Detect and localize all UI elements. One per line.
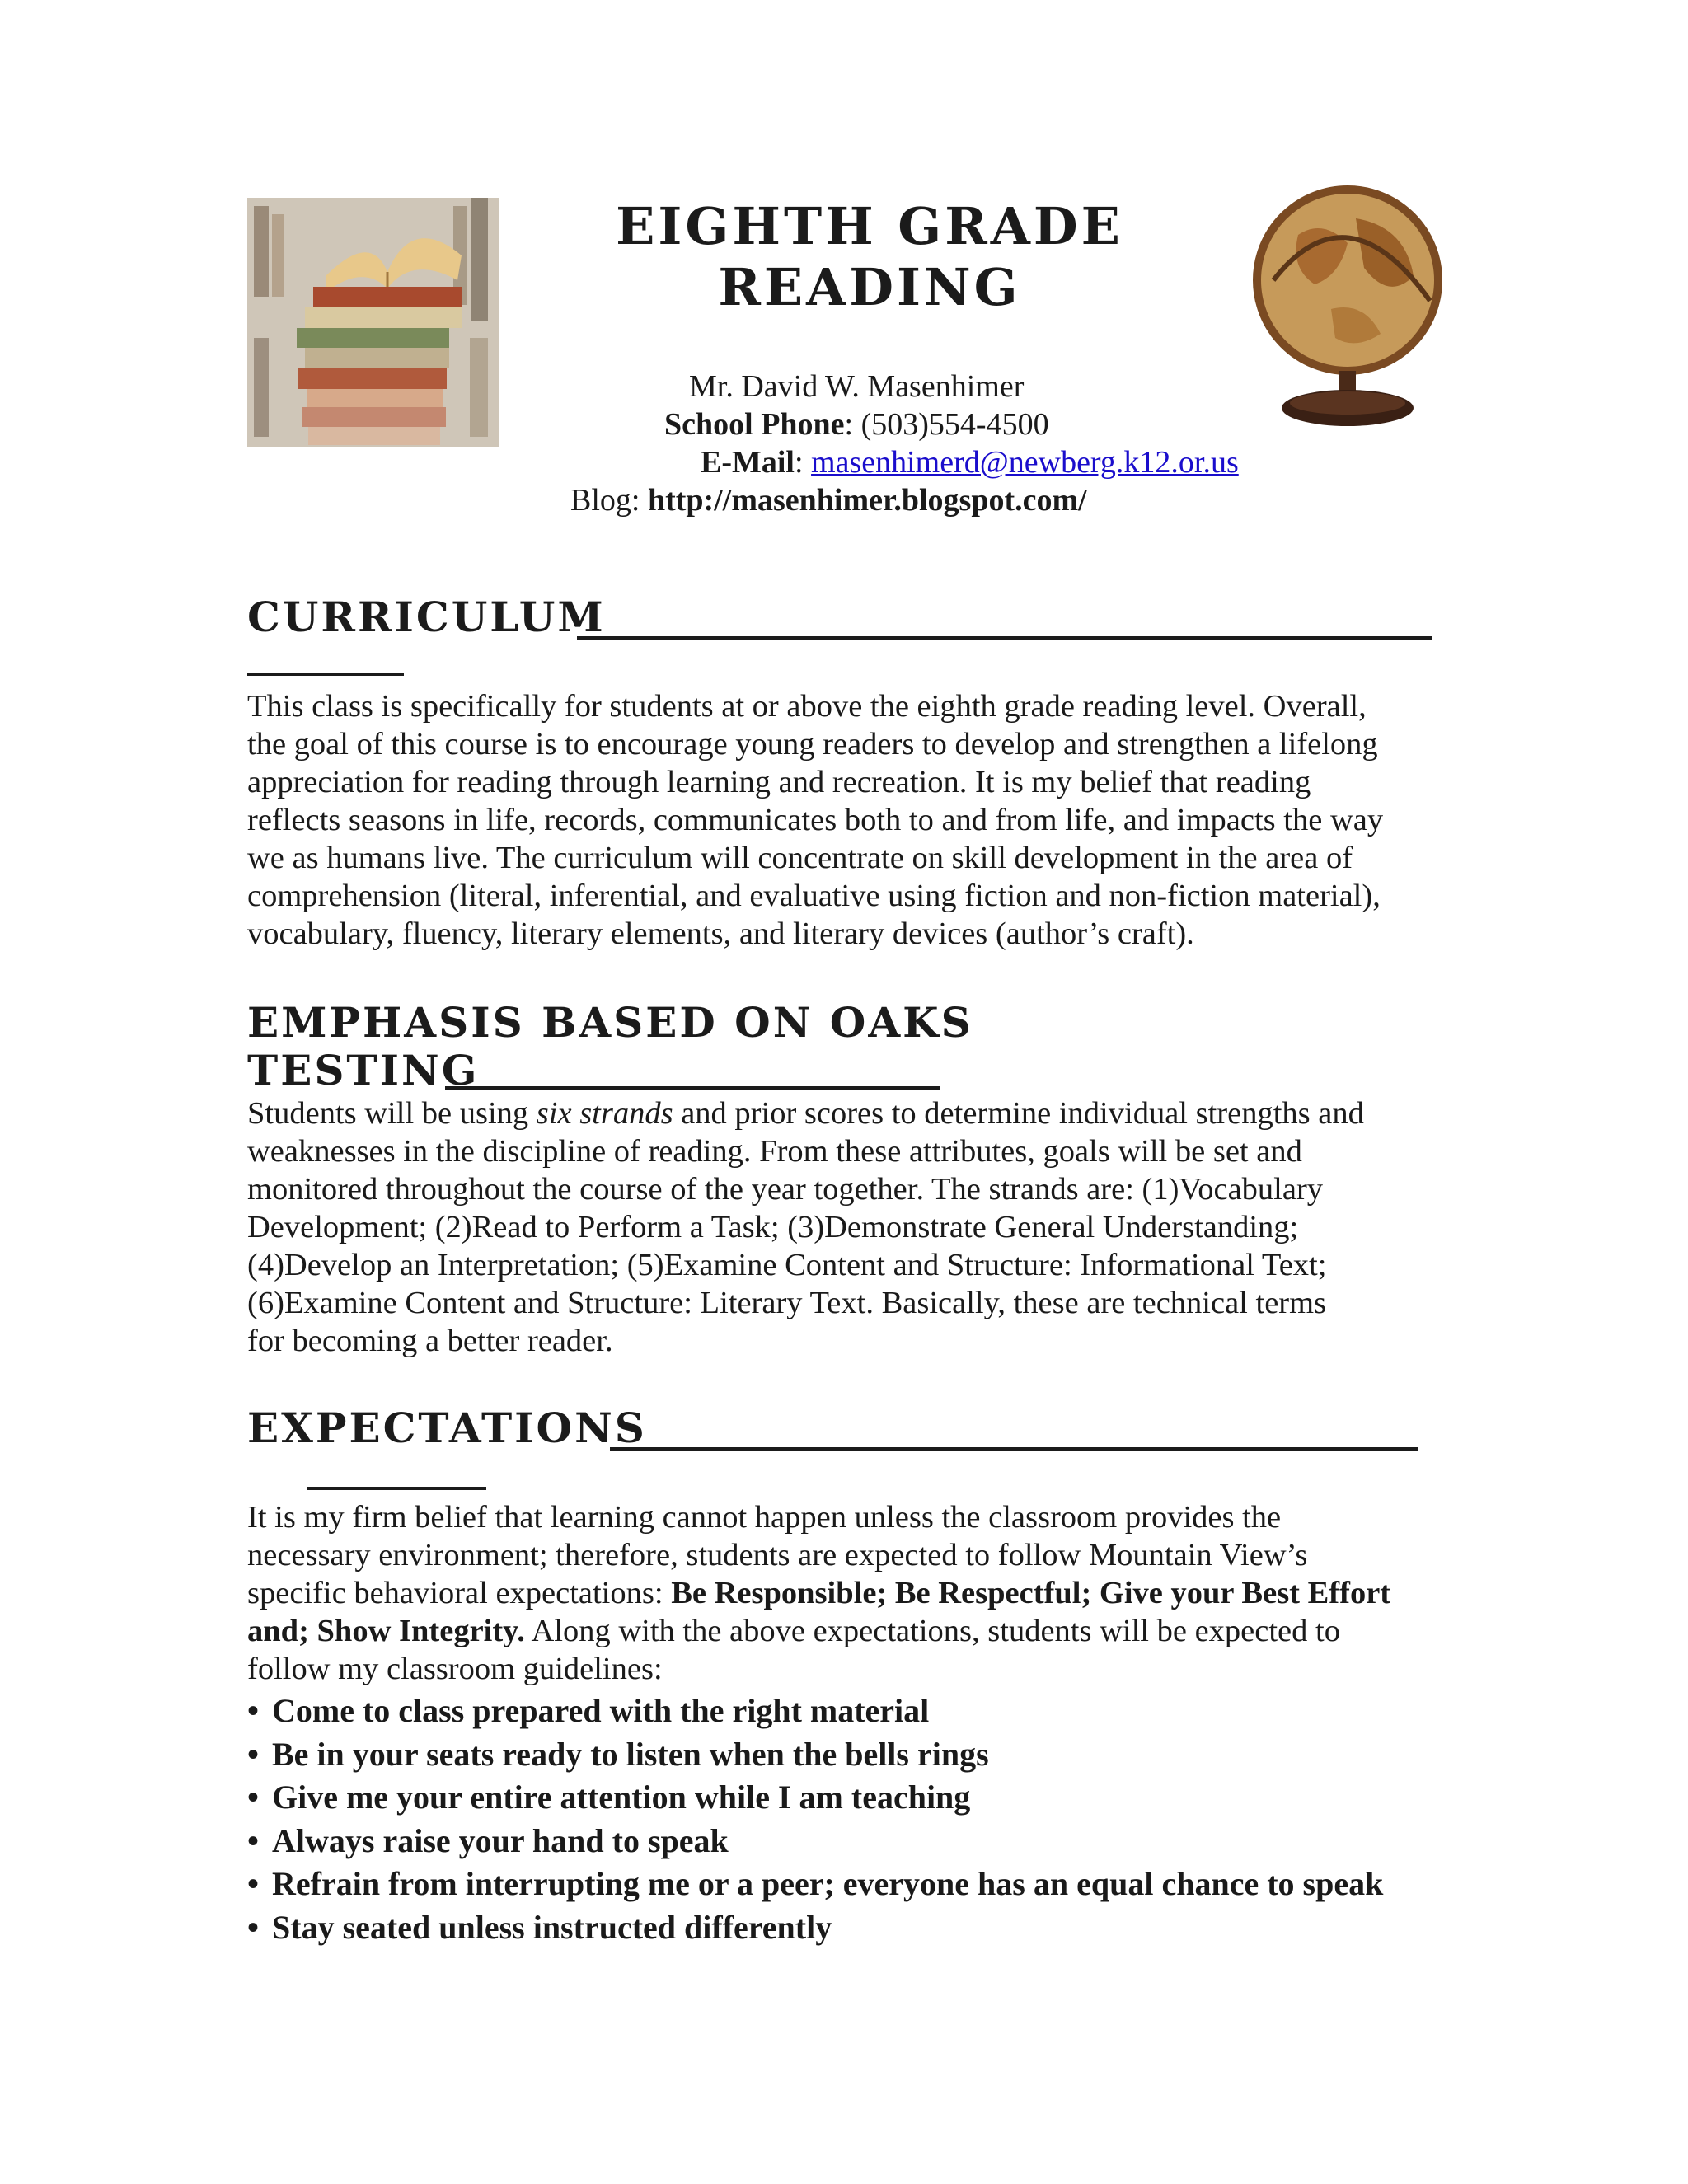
curriculum-heading-rule [577, 636, 1432, 640]
bullet-icon: • [247, 1735, 260, 1773]
curriculum-line: the goal of this course is to encourage young readers to develop and strengthen a lifelong [247, 727, 1378, 762]
emphasis-line: for becoming a better reader. [247, 1324, 613, 1358]
expectations-line [247, 1612, 1451, 1650]
bullet-icon: • [247, 1779, 260, 1816]
emphasis-line-1-pre: Students will be using [247, 1096, 537, 1131]
list-item [247, 1776, 1383, 1820]
emphasis-paragraph [247, 1094, 1451, 1360]
list-item-text: Refrain from interrupting me or a peer; everyone has an equal chance to speak [272, 1865, 1384, 1902]
phone-value: : (503)554-4500 [844, 407, 1049, 442]
title-line-1: EIGHTH GRADE [616, 196, 1123, 256]
expectations-line: follow my classroom guidelines: [247, 1652, 663, 1686]
curriculum-line: we as humans live. The curriculum will concentrate on skill development in the area of [247, 841, 1353, 875]
blog-line [570, 481, 1087, 519]
emphasis-line: Development; (2)Read to Perform a Task; (3)Demonstrate General Understanding; [247, 1210, 1299, 1244]
emphasis-heading-line-2: TESTING [247, 1046, 480, 1094]
list-item [247, 1906, 1383, 1950]
emphasis-line [247, 1094, 1451, 1132]
curriculum-line: vocabulary, fluency, literary elements, and literary devices (author’s craft). [247, 916, 1194, 951]
bullet-icon: • [247, 1908, 260, 1946]
six-strands-text: six strands [536, 1096, 673, 1131]
list-item [247, 1690, 1383, 1733]
email-line [701, 443, 1239, 481]
emphasis-heading-line-1: EMPHASIS BASED ON OAKS [247, 998, 973, 1047]
curriculum-heading-rule-continued [247, 673, 404, 676]
list-item-text: Always raise your hand to speak [272, 1821, 729, 1859]
emphasis-line-1-post: and prior scores to determine individual strengths and [673, 1096, 1364, 1131]
curriculum-line: This class is specifically for students at or above the eighth grade reading level. Overall, [247, 689, 1367, 724]
globe-image [1240, 169, 1447, 441]
list-item-text: Stay seated unless instructed differently [272, 1908, 832, 1946]
blog-label: Blog: [570, 483, 648, 518]
list-item-text: Be in your seats ready to listen when the bells rings [272, 1735, 989, 1773]
expectations-heading: EXPECTATIONS [247, 1404, 647, 1452]
expectations-line [247, 1574, 1451, 1612]
emphasis-heading-rule [445, 1086, 940, 1090]
expectations-line: necessary environment; therefore, students are expected to follow Mountain View’s [247, 1538, 1308, 1572]
title-line-2: READING [718, 257, 1021, 317]
behavioral-expectations-bold: Be Responsible; Be Respectful; Give your Best Effort [671, 1576, 1391, 1610]
school-phone [664, 405, 1049, 443]
list-item [247, 1733, 1383, 1777]
expectations-line: It is my firm belief that learning cannot happen unless the classroom provides the [247, 1500, 1282, 1535]
emphasis-line: (4)Develop an Interpretation; (5)Examine Content and Structure: Informational Text; [247, 1248, 1327, 1282]
emphasis-line: weaknesses in the discipline of reading. From these attributes, goals will be set and [247, 1134, 1302, 1169]
curriculum-line: appreciation for reading through learning and recreation. It is my belief that reading [247, 765, 1311, 799]
page-title [528, 196, 1212, 318]
curriculum-line: reflects seasons in life, records, communicates both to and from life, and impacts the way [247, 803, 1384, 837]
email-separator: : [794, 445, 812, 480]
email-link[interactable]: masenhimerd@newberg.k12.or.us [811, 445, 1239, 480]
books-stack-image [247, 198, 499, 447]
curriculum-line: comprehension (literal, inferential, and evaluative using fiction and non-fiction material), [247, 879, 1381, 913]
phone-label: School Phone [664, 407, 845, 442]
bullet-icon: • [247, 1865, 260, 1902]
blog-link[interactable]: http://masenhimer.blogspot.com/ [647, 483, 1087, 518]
expectations-heading-rule-continued [307, 1487, 486, 1490]
bullet-icon: • [247, 1692, 260, 1729]
curriculum-paragraph [247, 687, 1451, 953]
emphasis-line: (6)Examine Content and Structure: Literary Text. Basically, these are technical terms [247, 1286, 1327, 1320]
list-item-text: Give me your entire attention while I am teaching [272, 1779, 971, 1816]
bullet-icon: • [247, 1821, 260, 1859]
expectations-line-4-post: Along with the above expectations, students will be expected to [524, 1614, 1340, 1648]
list-item [247, 1820, 1383, 1863]
expectations-line-3-pre: specific behavioral expectations: [247, 1576, 672, 1610]
show-integrity-bold: and; Show Integrity. [247, 1614, 525, 1648]
guidelines-list [247, 1690, 1383, 1949]
curriculum-heading: CURRICULUM [247, 593, 606, 641]
emphasis-line: monitored throughout the course of the year together. The strands are: (1)Vocabulary [247, 1172, 1324, 1207]
list-item-text: Come to class prepared with the right material [272, 1692, 930, 1729]
teacher-name: Mr. David W. Masenhimer [689, 369, 1025, 404]
list-item [247, 1863, 1383, 1906]
expectations-paragraph [247, 1498, 1451, 1688]
expectations-heading-rule [610, 1447, 1418, 1451]
email-label: E-Mail [701, 445, 795, 480]
